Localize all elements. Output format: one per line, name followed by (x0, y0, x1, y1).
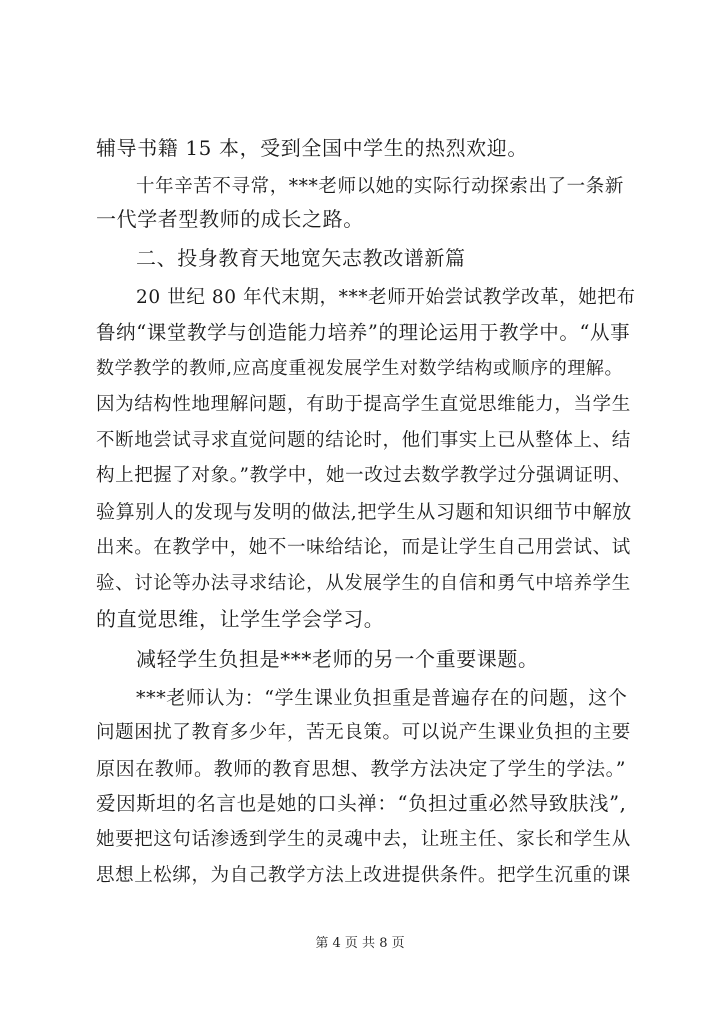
text-line-6: 鲁纳“课堂教学与创造能力培养”的理论运用于教学中。“从事 (96, 321, 631, 344)
page-number-footer: 第 4 页 共 8 页 (315, 936, 405, 951)
text-line-15: 减轻学生负担是***老师的另一个重要课题。 (136, 647, 539, 671)
text-line-11: 验算别人的发现与发明的做法,把学生从习题和知识细节中解放 (96, 501, 632, 523)
text-line-13: 验、讨论等办法寻求结论，从发展学生的自信和勇气中培养学生 (96, 573, 631, 594)
text-line-14: 的直觉思维，让学生学会学习。 (96, 607, 385, 631)
text-line-2: 十年辛苦不寻常，***老师以她的实际行动探索出了一条新 (136, 176, 624, 197)
text-line-3: 一代学者型教师的成长之路。 (96, 207, 364, 231)
text-line-7: 数学教学的教师,应高度重视发展学生对数学结构或顺序的理解。 (96, 358, 624, 379)
section-heading: 二、投身教育天地宽矢志教改谱新篇 (136, 246, 466, 270)
text-line-1: 辅导书籍 15 本，受到全国中学生的热烈欢迎。 (96, 136, 528, 160)
text-line-20: 她要把这句话渗透到学生的灵魂中去，让班主任、家长和学生从 (96, 829, 631, 850)
text-line-17: 问题困扰了教育多少年，苦无良策。可以说产生课业负担的主要 (96, 722, 631, 743)
text-line-8: 因为结构性地理解问题，有助于提高学生直觉思维能力，当学生 (96, 394, 631, 415)
text-line-12: 出来。在教学中，她不一味给结论，而是让学生自己用尝试、试 (96, 537, 631, 558)
text-line-19: 爱因斯坦的名言也是她的口头禅：“负担过重必然导致肤浅”, (96, 792, 627, 815)
text-line-21: 思想上松绑，为自己教学方法上改进提供条件。把学生沉重的课 (96, 865, 631, 886)
text-line-18: 原因在教师。教师的教育思想、教学方法决定了学生的学法。” (96, 758, 627, 780)
text-line-10: 构上把握了对象。”教学中，她一改过去数学教学过分强调证明、 (96, 465, 632, 486)
text-line-16: ***老师认为：“学生课业负担重是普遍存在的问题，这个 (136, 687, 628, 709)
text-line-5: 20 世纪 80 年代末期，***老师开始尝试教学改革，她把布 (136, 287, 636, 308)
text-line-9: 不断地尝试寻求直觉问题的结论时，他们事实上已从整体上、结 (96, 430, 631, 451)
